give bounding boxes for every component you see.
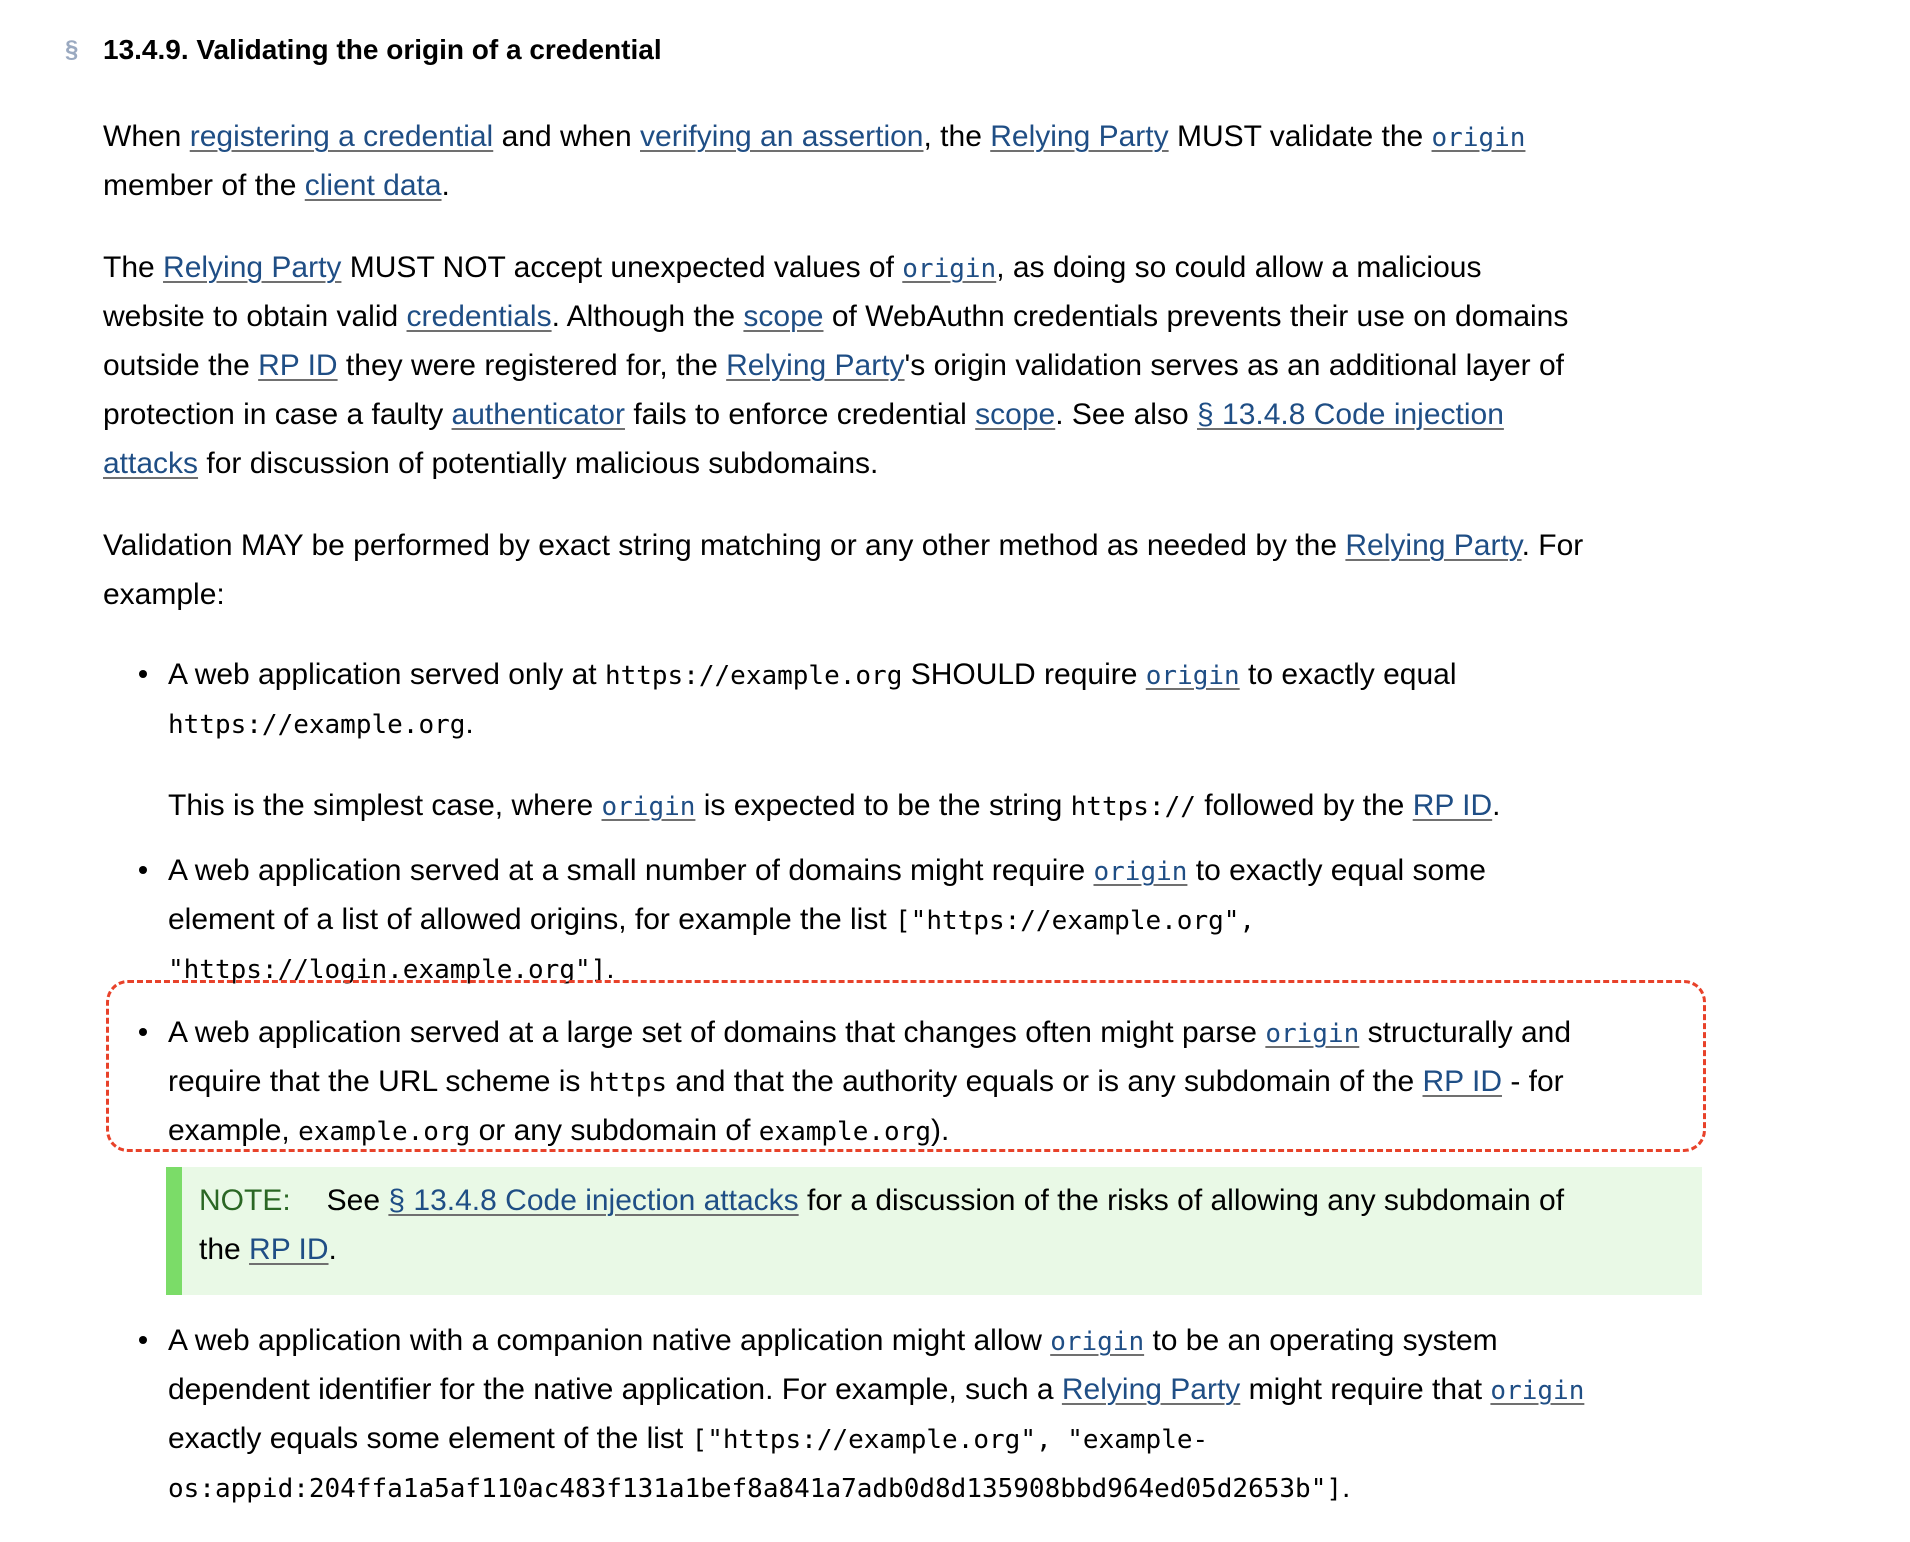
text: A web application served only at <box>168 658 605 691</box>
code-text: https <box>588 1068 668 1098</box>
link-scope[interactable]: scope <box>743 300 824 333</box>
code-text: ["https://example.org", "example- <box>691 1425 1209 1455</box>
bullet-marker <box>139 1336 147 1344</box>
link-authenticator[interactable]: authenticator <box>451 398 625 431</box>
text: dependent identifier for the native application. For example, such a <box>168 1373 1062 1406</box>
text: or any subdomain of <box>470 1114 759 1147</box>
text: is expected to be the string <box>695 789 1071 822</box>
text: . Although the <box>551 300 744 333</box>
text: followed by the <box>1195 789 1413 822</box>
text: they were registered for, the <box>337 349 727 382</box>
link-credentials[interactable]: credentials <box>406 300 552 333</box>
section-title: 13.4.9. Validating the origin of a credential <box>103 34 662 65</box>
link-relying-party[interactable]: Relying Party <box>1061 1373 1241 1406</box>
link-origin[interactable]: origin <box>1265 1019 1360 1049</box>
text: When <box>103 120 190 153</box>
paragraph-origin-validation <box>103 112 1525 210</box>
list-item-large-domain-set <box>168 1008 1571 1155</box>
text: SHOULD require <box>902 658 1146 691</box>
code-text: https:// <box>1070 792 1196 822</box>
text: exactly equals some element of the list <box>168 1422 692 1455</box>
paragraph-must-not-accept <box>103 243 1568 488</box>
link-relying-party[interactable]: Relying Party <box>1345 529 1522 562</box>
text: ). <box>930 1114 950 1147</box>
text: and that the authority equals or is any subdomain of the <box>667 1065 1423 1098</box>
code-text: example.org <box>298 1117 471 1147</box>
link-origin[interactable]: origin <box>1050 1327 1145 1357</box>
link-relying-party[interactable]: Relying Party <box>990 120 1169 153</box>
bullet-marker <box>139 1028 147 1036</box>
note-label: NOTE: <box>199 1184 291 1217</box>
text: example, <box>168 1114 299 1147</box>
text: MUST NOT accept unexpected values of <box>341 251 903 284</box>
paragraph-validation-may <box>103 521 1583 619</box>
text: , as doing so could allow a malicious <box>996 251 1482 284</box>
code-text: "https://login.example.org"] <box>168 955 607 985</box>
bullet-marker <box>139 670 147 678</box>
text: outside the <box>103 349 259 382</box>
text: , the <box>923 120 991 153</box>
text: to be an operating system <box>1144 1324 1498 1357</box>
text: This is the simplest case, where <box>168 789 602 822</box>
code-text: ["https://example.org", <box>895 906 1256 936</box>
text: protection in case a faulty <box>103 398 452 431</box>
text: require that the URL scheme is <box>168 1065 589 1098</box>
text: The <box>103 251 164 284</box>
link-relying-party[interactable]: Relying Party <box>726 349 905 382</box>
text: See <box>326 1184 389 1217</box>
text: to exactly equal <box>1239 658 1457 691</box>
code-text: https://example.org <box>604 661 903 691</box>
text: . <box>1492 789 1501 822</box>
text: A web application with a companion native application might allow <box>168 1324 1051 1357</box>
link-rp-id[interactable]: RP ID <box>249 1233 329 1266</box>
link-relying-party[interactable]: Relying Party <box>163 251 342 284</box>
text: . For <box>1521 529 1584 562</box>
text: website to obtain valid <box>103 300 407 333</box>
link-origin[interactable]: origin <box>1145 661 1240 691</box>
list-item-single-origin <box>168 650 1457 748</box>
link-rp-id[interactable]: RP ID <box>1422 1065 1502 1098</box>
list-item-small-domain-set <box>168 846 1486 993</box>
code-text: os:appid:204ffa1a5af110ac483f131a1bef8a841a7adb0d8d135908bbd964ed05d2653b"] <box>168 1474 1342 1504</box>
link-rp-id[interactable]: RP ID <box>1412 789 1493 822</box>
text: for discussion of potentially malicious subdomains. <box>198 447 879 480</box>
link-origin[interactable]: origin <box>1093 857 1188 887</box>
text: . <box>1342 1471 1351 1504</box>
link-origin[interactable]: origin <box>1431 123 1526 153</box>
link-code-injection-attacks[interactable]: § 13.4.8 Code injection <box>1197 398 1504 431</box>
text: . <box>328 1233 337 1266</box>
text: 's origin validation serves as an additional layer of <box>904 349 1564 382</box>
text: example: <box>103 578 225 611</box>
text: the <box>199 1233 250 1266</box>
list-item-sub-paragraph <box>168 781 1501 830</box>
text: MUST validate the <box>1168 120 1432 153</box>
text: . <box>441 169 450 202</box>
link-scope[interactable]: scope <box>975 398 1056 431</box>
text: of WebAuthn credentials prevents their use on domains <box>823 300 1569 333</box>
section-anchor-link[interactable]: § <box>65 36 79 63</box>
link-code-injection-attacks[interactable]: § 13.4.8 Code injection attacks <box>388 1184 799 1217</box>
text: . See also <box>1055 398 1197 431</box>
bullet-marker <box>139 866 147 874</box>
note-content <box>199 1176 1564 1274</box>
text: . <box>606 952 615 985</box>
text: element of a list of allowed origins, for example the list <box>168 903 896 936</box>
text: A web application served at a large set of domains that changes often might parse <box>168 1016 1266 1049</box>
code-text: example.org <box>758 1117 931 1147</box>
text: member of the <box>103 169 305 202</box>
text: to exactly equal some <box>1187 854 1486 887</box>
code-text: https://example.org <box>168 710 466 740</box>
text: fails to enforce credential <box>624 398 976 431</box>
text: Validation MAY be performed by exact string matching or any other method as needed by the <box>103 529 1346 562</box>
note-box <box>166 1167 1702 1295</box>
link-code-injection-attacks-cont[interactable]: attacks <box>103 447 199 480</box>
link-verifying-an-assertion[interactable]: verifying an assertion <box>640 120 924 153</box>
list-item-native-application <box>168 1316 1584 1512</box>
text: . <box>465 707 474 740</box>
link-origin[interactable]: origin <box>902 254 997 284</box>
text: might require that <box>1240 1373 1491 1406</box>
link-origin[interactable]: origin <box>601 792 696 822</box>
link-rp-id[interactable]: RP ID <box>258 349 338 382</box>
link-registering-a-credential[interactable]: registering a credential <box>189 120 494 153</box>
text: and when <box>493 120 641 153</box>
link-origin[interactable]: origin <box>1490 1376 1585 1406</box>
text: A web application served at a small number of domains might require <box>168 854 1094 887</box>
text: - for <box>1501 1065 1564 1098</box>
link-client-data[interactable]: client data <box>304 169 442 202</box>
text: structurally and <box>1359 1016 1572 1049</box>
text: for a discussion of the risks of allowing any subdomain of <box>798 1184 1565 1217</box>
